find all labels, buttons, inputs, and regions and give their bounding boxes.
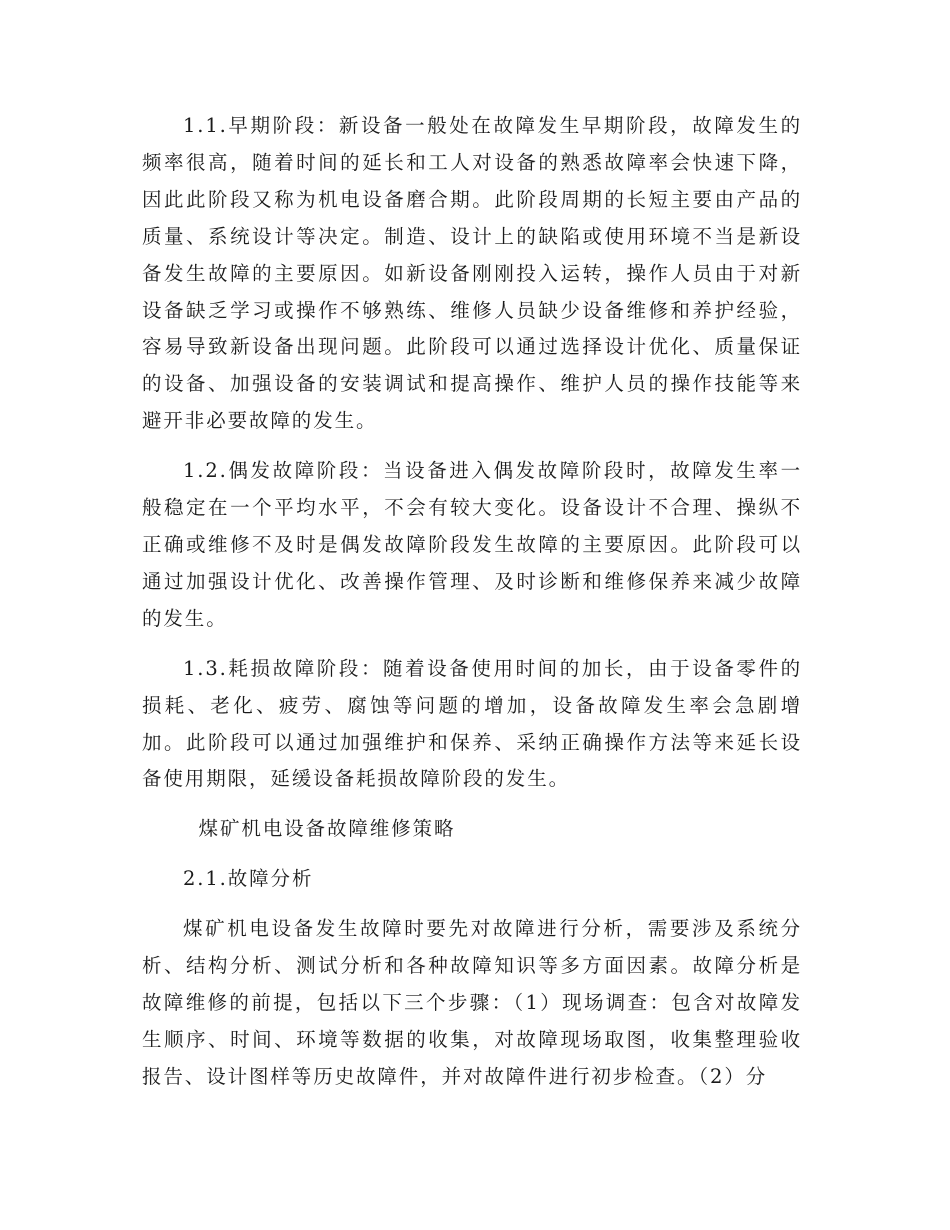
- paragraph-early-stage: 1.1.早期阶段：新设备一般处在故障发生早期阶段，故障发生的频率很高，随着时间的延长和工人对设备的熟悉故障率会快速下降，因此此阶段又称为机电设备磨合期。此阶段周期的长短主要由产品的质量、系统设计等决定。制造、设计上的缺陷或使用环境不当是新设备发生故障的主要原因。如新设备刚刚投入运转，操作人员由于对新设备缺乏学习或操作不够熟练、维修人员缺少设备维修和养护经验，容易导致新设备出现问题。此阶段可以通过选择设计优化、质量保证的设备、加强设备的安装调试和提高操作、维护人员的操作技能等来避开非必要故障的发生。: [142, 114, 802, 433]
- paragraph-random-failure-stage: 1.2.偶发故障阶段：当设备进入偶发故障阶段时，故障发生率一般稳定在一个平均水平，不会有较大变化。设备设计不合理、操纵不正确或维修不及时是偶发故障阶段发生故障的主要原因。此阶段可以通过加强设计优化、改善操作管理、及时诊断和维修保养来减少故障的发生。: [142, 459, 802, 630]
- paragraph-fault-analysis: 煤矿机电设备发生故障时要先对故障进行分析，需要涉及系统分析、结构分析、测试分析和各种故障知识等多方面因素。故障分析是故障维修的前提，包括以下三个步骤：（1）现场调查：包含对故障发生顺序、时间、环境等数据的收集，对故障现场取图，收集整理验收报告、设计图样等历史故障件，并对故障件进行初步检查。（2）分: [142, 917, 802, 1088]
- section-heading-maintenance-strategy: 煤矿机电设备故障维修策略: [198, 817, 456, 841]
- document-body: [142, 108, 802, 1109]
- subsection-heading-fault-analysis: 2.1.故障分析: [182, 867, 314, 891]
- paragraph-wear-out-stage: 1.3.耗损故障阶段：随着设备使用时间的加长，由于设备零件的损耗、老化、疲劳、腐蚀等问题的增加，设备故障发生率会急剧增加。此阶段可以通过加强维护和保养、采纳正确操作方法等来延长设备使用期限，延缓设备耗损故障阶段的发生。: [142, 656, 802, 791]
